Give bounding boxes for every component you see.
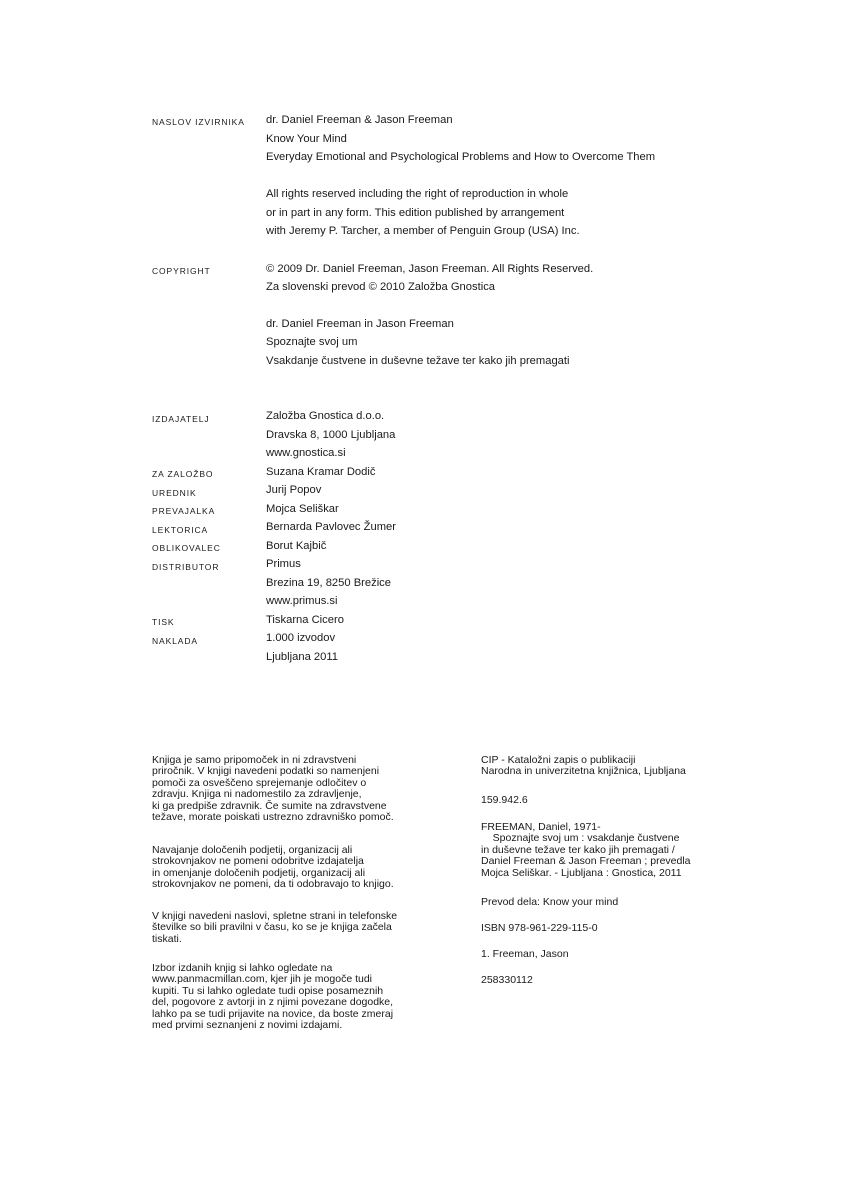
note-line: kupiti. Tu si lahko ogledate tudi opise posameznih [152, 984, 384, 997]
cip-line: 1. Freeman, Jason [481, 948, 569, 960]
credit-value: Tiskarna Cicero [266, 614, 344, 626]
credit-value: Brezina 19, 8250 Brežice [266, 577, 392, 589]
credit-label: TISK [152, 617, 175, 627]
note-line: strokovnjakov ne pomeni, da ti odobravajo to knjigo. [152, 878, 394, 891]
note-line: zdravju. Knjiga ni nadomestilo za zdravljenje, [152, 788, 362, 801]
note-line: V knjigi navedeni naslovi, spletne strani in telefonske [152, 910, 398, 922]
credit-value: 1.000 izvodov [266, 632, 336, 644]
label-copyright: COPYRIGHT [152, 266, 211, 276]
cip-line: in duševne težave ter kako jih premagati / [481, 843, 675, 856]
cip-line: CIP - Kataložni zapis o publikaciji [481, 754, 636, 766]
note-line: številke so bili pravilni v času, ko se je knjiga začela [152, 921, 392, 934]
credit-value: Primus [266, 558, 301, 570]
cip-line: Mojca Seliškar. - Ljubljana : Gnostica, 2011 [481, 866, 682, 879]
disclaimer-paragraph [152, 755, 394, 823]
credit-label: PREVAJALKA [152, 506, 216, 516]
cip-line: Narodna in univerzitetna knjižnica, Ljubljana [481, 765, 686, 778]
credit-value: Jurij Popov [266, 484, 322, 496]
credit-label: DISTRIBUTOR [152, 562, 220, 572]
credit-label: LEKTORICA [152, 525, 209, 535]
rights-line: All rights reserved including the right of reproduction in whole [266, 188, 569, 200]
cip-entry [481, 822, 691, 879]
original-title: Know Your Mind [266, 133, 347, 145]
label-original-title: NASLOV IZVIRNIKA [152, 117, 245, 127]
cip-line: Prevod dela: Know your mind [481, 896, 619, 908]
credit-value: www.gnostica.si [266, 447, 346, 459]
cip-line: 159.942.6 [481, 794, 528, 806]
cip-header [481, 755, 686, 778]
note-line: Knjiga je samo pripomoček in ni zdravstveni [152, 754, 357, 766]
note-line: priročnik. V knjigi navedeni podatki so namenjeni [152, 765, 380, 778]
note-line: ki ga predpiše zdravnik. Če sumite na zdravstvene [152, 799, 387, 812]
credit-value: Dravska 8, 1000 Ljubljana [266, 429, 396, 441]
note-line: www.panmacmillan.com, kjer jih je mogoče tudi [152, 973, 373, 986]
note-line: med prvimi seznanjeni z novimi izdajami. [152, 1019, 343, 1032]
note-line: Navajanje določenih podjetij, organizacij ali [152, 844, 353, 856]
credit-value: Suzana Kramar Dodič [266, 466, 376, 478]
credit-label: UREDNIK [152, 488, 197, 498]
credit-value: www.primus.si [266, 595, 338, 607]
cip-original-title [481, 897, 618, 908]
credit-label: IZDAJATELJ [152, 414, 210, 424]
cip-isbn [481, 923, 598, 934]
addresses-paragraph [152, 911, 397, 945]
cip-line: Daniel Freeman & Jason Freeman ; prevedla [481, 855, 691, 868]
credit-value: Borut Kajbič [266, 540, 327, 552]
credit-value: Založba Gnostica d.o.o. [266, 410, 385, 422]
credit-value: Bernarda Pavlovec Žumer [266, 521, 396, 533]
rights-line: with Jeremy P. Tarcher, a member of Penguin Group (USA) Inc. [266, 225, 580, 237]
cip-udc [481, 795, 528, 806]
note-line: težave, morate poiskati ustrezno zdravniško pomoč. [152, 811, 394, 824]
endorsement-paragraph [152, 845, 394, 891]
note-line: lahko pa se tudi prijavite na novice, da boste zmeraj [152, 1007, 394, 1020]
slovene-subtitle: Vsakdanje čustvene in duševne težave ter kako jih premagati [266, 355, 570, 367]
credit-value: Ljubljana 2011 [266, 651, 338, 663]
original-subtitle: Everyday Emotional and Psychological Problems and How to Overcome Them [266, 151, 656, 163]
copyright-line: Za slovenski prevod © 2010 Založba Gnostica [266, 281, 496, 293]
cip-subject [481, 949, 569, 960]
note-line: strokovnjakov ne pomeni odobritve izdajatelja [152, 855, 364, 868]
note-line: del, pogovore z avtorji in z njimi povezane dogodke, [152, 996, 394, 1009]
note-line: tiskati. [152, 932, 182, 945]
cip-line: FREEMAN, Daniel, 1971- [481, 821, 601, 833]
note-line: Izbor izdanih knjig si lahko ogledate na [152, 962, 333, 974]
original-author: dr. Daniel Freeman & Jason Freeman [266, 114, 453, 126]
credit-value: Mojca Seliškar [266, 503, 339, 515]
slovene-title: Spoznajte svoj um [266, 336, 358, 348]
note-line: pomoči za osveščeno sprejemanje odločitev o [152, 776, 367, 789]
copyright-line: © 2009 Dr. Daniel Freeman, Jason Freeman. All Rights Reserved. [266, 263, 594, 275]
cip-line: 258330112 [481, 974, 533, 986]
rights-line: or in part in any form. This edition published by arrangement [266, 207, 565, 219]
cip-line: ISBN 978-961-229-115-0 [481, 922, 598, 934]
slovene-authors: dr. Daniel Freeman in Jason Freeman [266, 318, 454, 330]
cip-line: Spoznajte svoj um : vsakdanje čustvene [481, 832, 680, 845]
credit-label: ZA ZALOŽBO [152, 469, 214, 479]
note-line: in omenjanje določenih podjetij, organizacij ali [152, 866, 366, 879]
credit-label: OBLIKOVALEC [152, 543, 221, 553]
catalogue-paragraph [152, 963, 393, 1031]
credit-label: NAKLADA [152, 636, 198, 646]
cip-cobiss-id [481, 975, 533, 986]
